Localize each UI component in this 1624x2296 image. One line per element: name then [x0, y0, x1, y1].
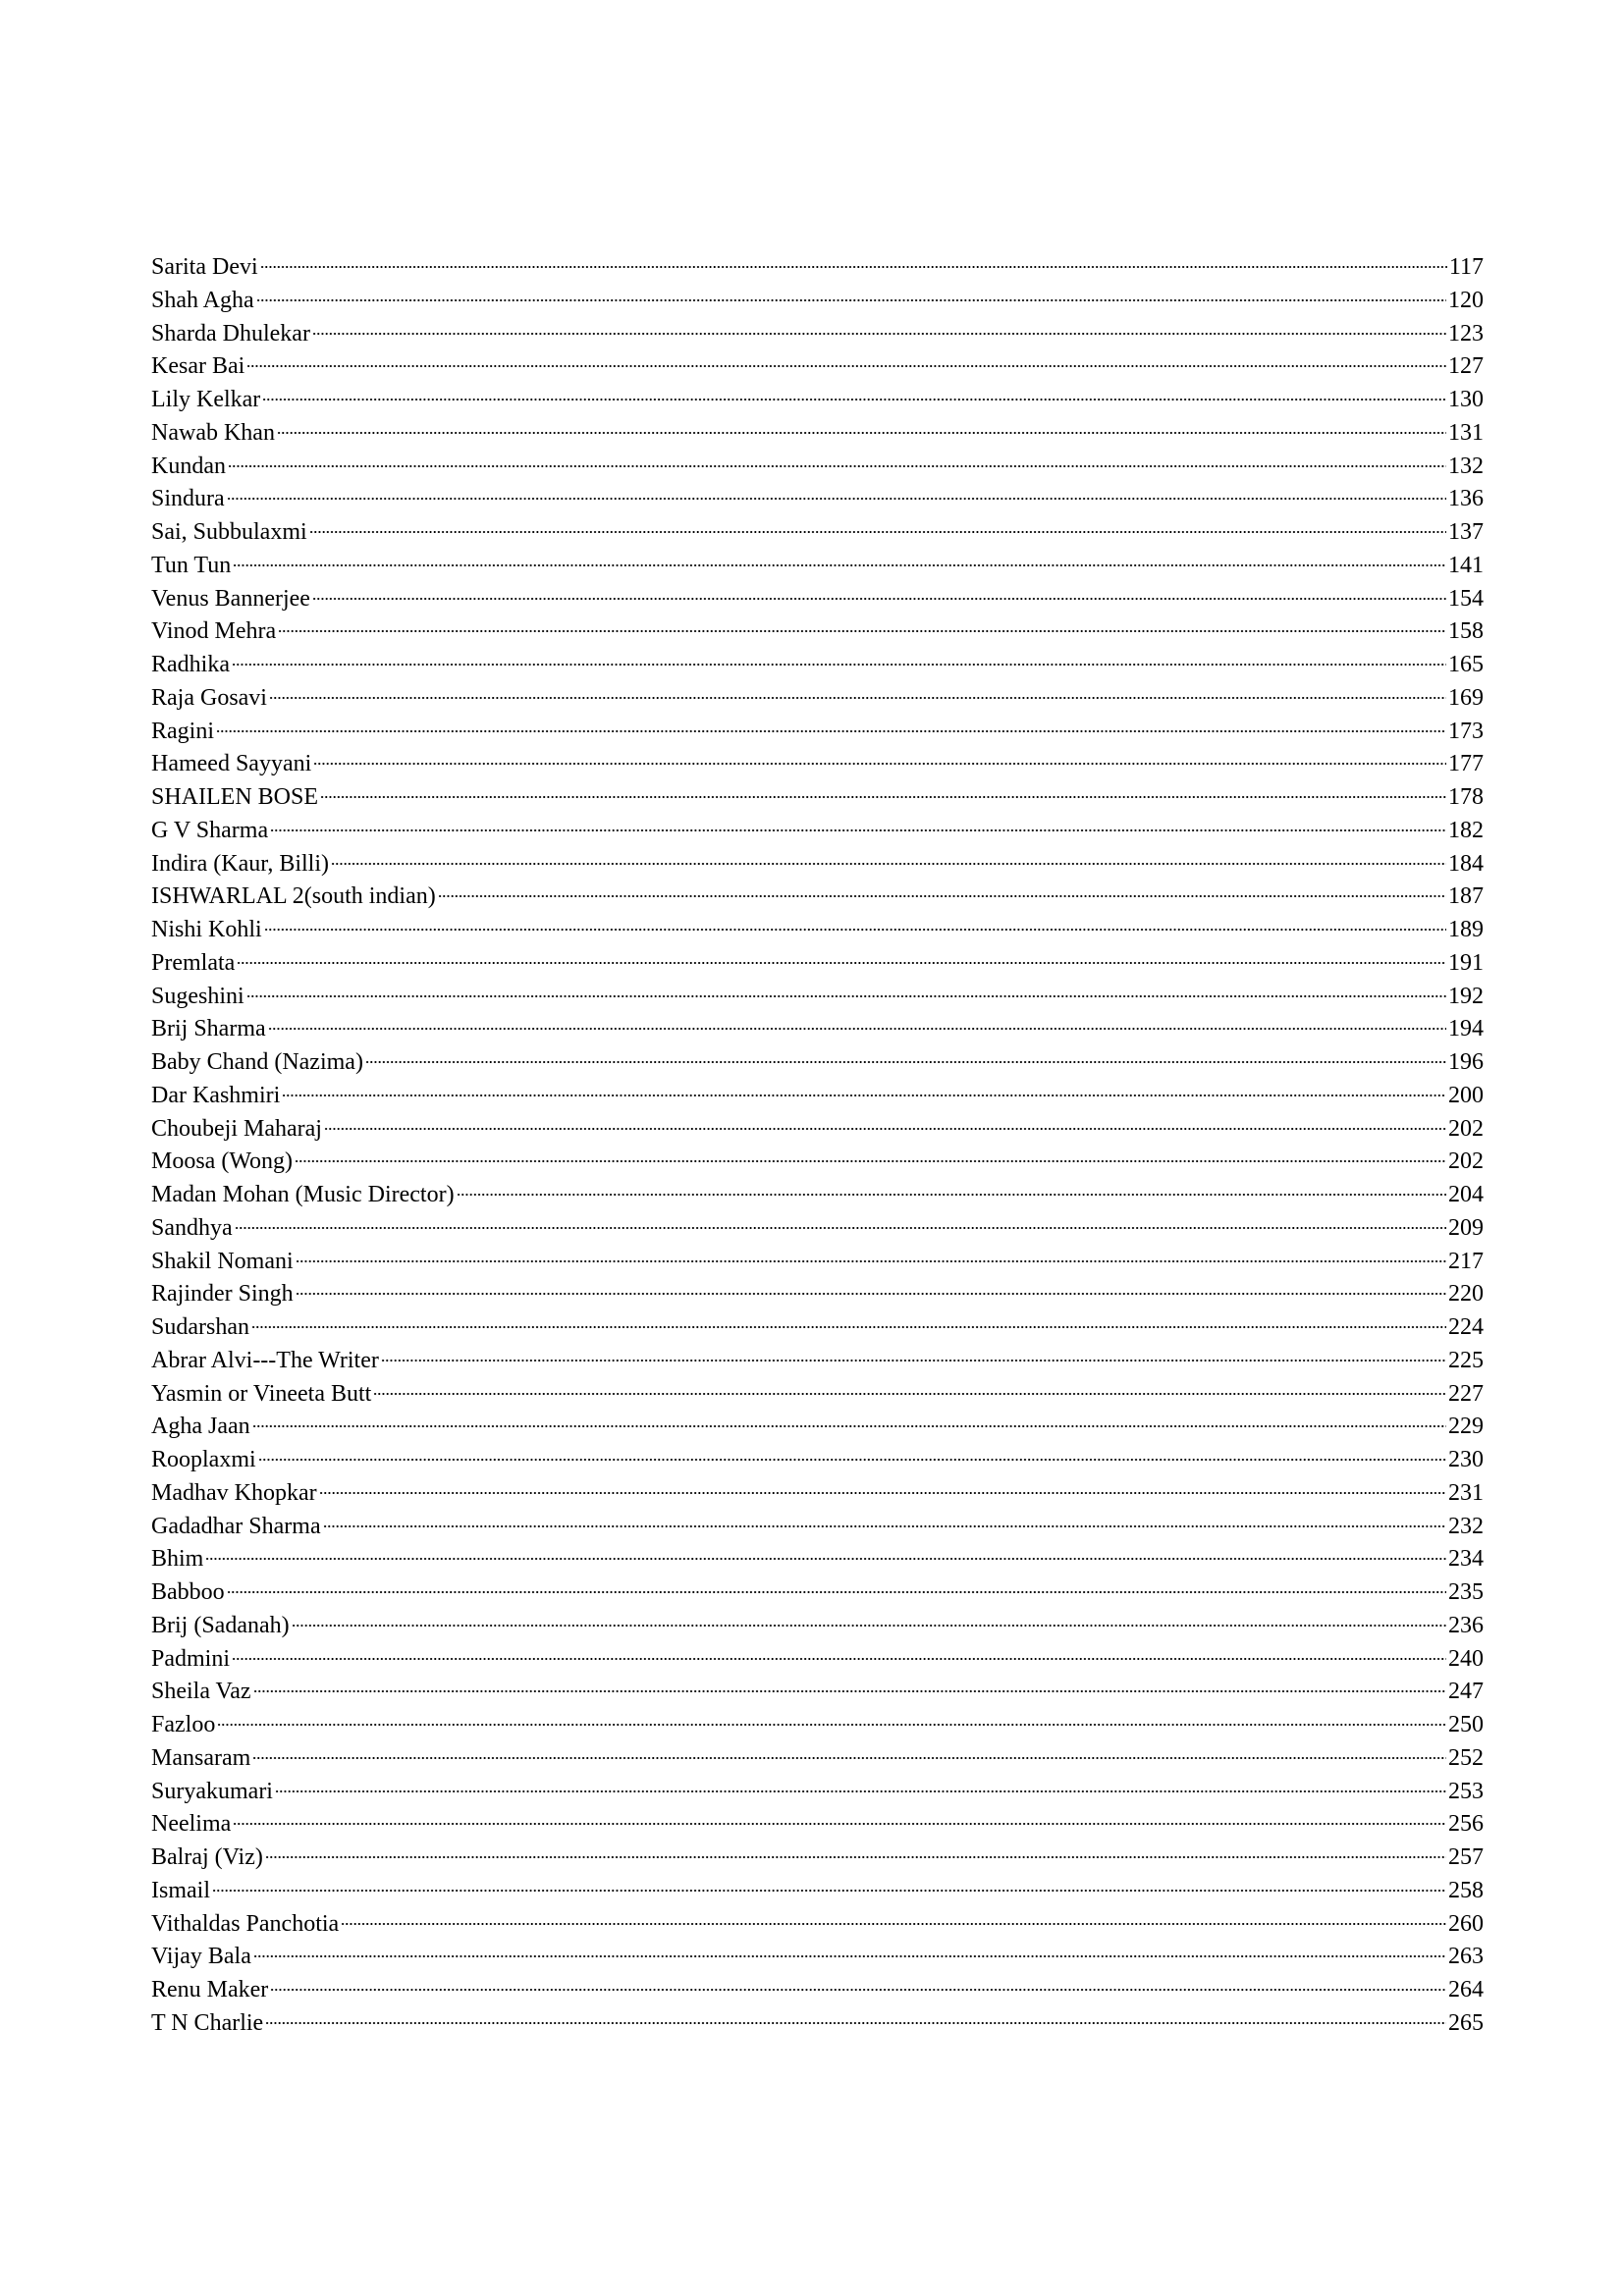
toc-entry[interactable] — [151, 1742, 1484, 1776]
toc-entry[interactable] — [151, 251, 1484, 285]
toc-entry-page-number: 177 — [1448, 751, 1484, 777]
toc-entry-title: Sheila Vaz — [151, 1679, 251, 1705]
toc-entry-page-number: 131 — [1448, 419, 1484, 446]
dot-leader — [313, 762, 1446, 766]
dot-leader — [282, 1094, 1446, 1097]
toc-entry[interactable] — [151, 318, 1484, 351]
toc-entry-title: Sharda Dhulekar — [151, 320, 310, 347]
toc-entry[interactable] — [151, 1146, 1484, 1179]
toc-entry[interactable] — [151, 1013, 1484, 1046]
toc-entry[interactable] — [151, 550, 1484, 583]
toc-entry-title: Sai, Subbulaxmi — [151, 519, 307, 545]
toc-entry-title: Kesar Bai — [151, 353, 245, 380]
toc-entry-title: Suryakumari — [151, 1778, 273, 1804]
toc-entry-page-number: 130 — [1448, 387, 1484, 412]
toc-entry[interactable] — [151, 350, 1484, 384]
dot-leader — [258, 1458, 1446, 1462]
toc-entry[interactable] — [151, 1842, 1484, 1875]
dot-leader — [341, 1922, 1446, 1926]
dot-leader — [233, 563, 1446, 567]
dot-leader — [324, 1127, 1446, 1131]
toc-entry[interactable] — [151, 848, 1484, 881]
toc-entry[interactable] — [151, 1576, 1484, 1610]
toc-entry[interactable] — [151, 583, 1484, 616]
toc-entry-page-number: 127 — [1448, 353, 1484, 380]
dot-leader — [227, 497, 1446, 501]
dot-leader — [228, 464, 1446, 468]
dot-leader — [253, 1689, 1446, 1693]
toc-entry[interactable] — [151, 285, 1484, 318]
toc-entry-title: Ragini — [151, 718, 214, 744]
toc-entry[interactable] — [151, 384, 1484, 417]
toc-entry-title: Ismail — [151, 1877, 210, 1903]
toc-entry[interactable] — [151, 1246, 1484, 1279]
toc-entry[interactable] — [151, 1411, 1484, 1444]
toc-entry-page-number: 253 — [1448, 1778, 1484, 1804]
toc-entry[interactable] — [151, 815, 1484, 848]
toc-entry-title: Choubeji Maharaj — [151, 1115, 322, 1142]
dot-leader — [227, 1590, 1446, 1594]
toc-entry-title: Madhav Khopkar — [151, 1479, 317, 1506]
toc-entry-page-number: 232 — [1448, 1513, 1484, 1539]
toc-entry-title: Sandhya — [151, 1214, 233, 1241]
toc-entry-title: SHAILEN BOSE — [151, 784, 319, 810]
toc-entry-page-number: 189 — [1448, 917, 1484, 942]
dot-leader — [365, 1060, 1446, 1064]
toc-entry-page-number: 235 — [1448, 1579, 1484, 1605]
toc-entry-page-number: 191 — [1448, 949, 1484, 976]
toc-entry-page-number: 229 — [1448, 1414, 1484, 1440]
toc-entry-page-number: 178 — [1448, 784, 1484, 810]
dot-leader — [265, 1855, 1446, 1859]
toc-entry-page-number: 265 — [1448, 2009, 1484, 2036]
toc-entry[interactable] — [151, 483, 1484, 516]
toc-entry[interactable] — [151, 1908, 1484, 1942]
toc-entry-title: G V Sharma — [151, 817, 269, 843]
toc-entry-title: Padmini — [151, 1645, 231, 1672]
toc-entry-page-number: 258 — [1448, 1877, 1484, 1903]
toc-entry[interactable] — [151, 649, 1484, 682]
toc-entry-title: Brij Sharma — [151, 1016, 266, 1042]
dot-leader — [457, 1193, 1446, 1197]
toc-entry[interactable] — [151, 716, 1484, 749]
toc-entry[interactable] — [151, 516, 1484, 550]
toc-entry-title: Vinod Mehra — [151, 618, 277, 645]
toc-entry-title: Rajinder Singh — [151, 1281, 294, 1308]
toc-entry-page-number: 194 — [1448, 1016, 1484, 1042]
toc-entry-page-number: 173 — [1448, 718, 1484, 744]
toc-entry[interactable] — [151, 1610, 1484, 1643]
dot-leader — [216, 729, 1446, 733]
toc-entry-page-number: 256 — [1448, 1811, 1484, 1838]
toc-entry-title: Bhim — [151, 1546, 204, 1573]
toc-entry-title: Rooplaxmi — [151, 1447, 256, 1472]
toc-entry[interactable] — [151, 1113, 1484, 1147]
toc-entry[interactable] — [151, 781, 1484, 815]
toc-entry[interactable] — [151, 1776, 1484, 1809]
toc-entry[interactable] — [151, 615, 1484, 649]
dot-leader — [296, 1259, 1446, 1263]
toc-entry-page-number: 252 — [1448, 1744, 1484, 1771]
toc-entry[interactable] — [151, 1875, 1484, 1908]
toc-entry[interactable] — [151, 417, 1484, 451]
toc-entry-page-number: 234 — [1448, 1546, 1484, 1573]
toc-entry-page-number: 263 — [1448, 1944, 1484, 1970]
toc-entry-title: Sudarshan — [151, 1314, 249, 1340]
dot-leader — [296, 1292, 1446, 1296]
dot-leader — [235, 1226, 1446, 1230]
dot-leader — [323, 1524, 1446, 1528]
toc-entry-title: Shakil Nomani — [151, 1248, 294, 1274]
toc-entry-title: Sugeshini — [151, 983, 244, 1009]
toc-entry-title: Kundan — [151, 453, 226, 479]
dot-leader — [232, 1657, 1446, 1661]
toc-entry[interactable] — [151, 947, 1484, 981]
toc-entry[interactable] — [151, 451, 1484, 484]
toc-entry-page-number: 204 — [1448, 1182, 1484, 1207]
toc-entry-page-number: 264 — [1448, 1977, 1484, 2002]
toc-entry-page-number: 132 — [1448, 453, 1484, 479]
toc-entry-page-number: 196 — [1448, 1049, 1484, 1075]
toc-entry-title: T N Charlie — [151, 2009, 264, 2036]
dot-leader — [252, 1756, 1446, 1760]
toc-entry-title: Hameed Sayyani — [151, 751, 312, 777]
toc-entry-title: Indira (Kaur, Billi) — [151, 850, 329, 877]
toc-entry-title: Balraj (Viz) — [151, 1844, 263, 1870]
toc-entry-title: Tun Tun — [151, 552, 232, 578]
toc-entry-page-number: 224 — [1448, 1314, 1484, 1340]
toc-entry-page-number: 184 — [1448, 850, 1484, 877]
toc-entry[interactable] — [151, 1311, 1484, 1345]
toc-entry[interactable] — [151, 881, 1484, 914]
toc-entry-page-number: 230 — [1448, 1447, 1484, 1472]
dot-leader — [309, 530, 1446, 534]
toc-entry-page-number: 236 — [1448, 1612, 1484, 1638]
dot-leader — [217, 1723, 1446, 1727]
dot-leader — [312, 332, 1446, 336]
toc-entry-page-number: 260 — [1448, 1910, 1484, 1937]
toc-entry[interactable] — [151, 1477, 1484, 1511]
toc-entry-page-number: 231 — [1448, 1479, 1484, 1506]
toc-entry-title: Nawab Khan — [151, 419, 275, 446]
toc-entry[interactable] — [151, 1941, 1484, 1974]
toc-entry[interactable] — [151, 1444, 1484, 1477]
dot-leader — [246, 364, 1446, 368]
dot-leader — [373, 1392, 1446, 1396]
toc-entry-page-number: 192 — [1448, 983, 1484, 1009]
toc-entry-title: ISHWARLAL 2(south indian) — [151, 883, 436, 910]
toc-entry-page-number: 250 — [1448, 1712, 1484, 1737]
toc-entry-title: Dar Kashmiri — [151, 1082, 281, 1108]
toc-entry-page-number: 200 — [1448, 1082, 1484, 1108]
dot-leader — [253, 1954, 1446, 1958]
toc-entry[interactable] — [151, 1179, 1484, 1212]
dot-leader — [331, 862, 1446, 866]
toc-entry-title: Radhika — [151, 652, 230, 677]
toc-entry-title: Nishi Kohli — [151, 917, 262, 942]
toc-entry-page-number: 137 — [1448, 519, 1484, 545]
dot-leader — [205, 1557, 1446, 1561]
dot-leader — [237, 961, 1446, 965]
toc-entry[interactable] — [151, 1808, 1484, 1842]
toc-entry-page-number: 247 — [1448, 1679, 1484, 1705]
toc-entry-page-number: 165 — [1448, 652, 1484, 677]
toc-entry-title: Madan Mohan (Music Director) — [151, 1182, 455, 1207]
toc-entry-page-number: 202 — [1448, 1148, 1484, 1175]
dot-leader — [251, 1325, 1446, 1329]
dot-leader — [264, 928, 1446, 932]
dot-leader — [212, 1889, 1446, 1893]
toc-entry-title: Shah Agha — [151, 287, 254, 313]
toc-entry-page-number: 136 — [1448, 486, 1484, 512]
dot-leader — [292, 1624, 1446, 1628]
toc-entry-page-number: 209 — [1448, 1214, 1484, 1241]
toc-entry-title: Neelima — [151, 1811, 232, 1838]
toc-entry-page-number: 225 — [1448, 1347, 1484, 1373]
toc-entry[interactable] — [151, 1543, 1484, 1576]
toc-entry-page-number: 141 — [1448, 552, 1484, 578]
toc-entry-title: Sindura — [151, 486, 225, 512]
toc-entry[interactable] — [151, 1974, 1484, 2007]
toc-entry[interactable] — [151, 1046, 1484, 1080]
toc-entry-title: Vithaldas Panchotia — [151, 1910, 340, 1937]
toc-entry-title: Moosa (Wong) — [151, 1148, 294, 1175]
dot-leader — [277, 431, 1446, 435]
toc-entry[interactable] — [151, 1278, 1484, 1311]
toc-entry-page-number: 257 — [1448, 1844, 1484, 1870]
toc-entry[interactable] — [151, 1709, 1484, 1742]
dot-leader — [260, 265, 1447, 269]
toc-entry[interactable] — [151, 1676, 1484, 1709]
table-of-contents — [151, 251, 1484, 2041]
dot-leader — [265, 2021, 1446, 2025]
toc-entry-title: Agha Jaan — [151, 1414, 250, 1440]
toc-entry-title: Premlata — [151, 949, 236, 976]
dot-leader — [246, 994, 1446, 998]
toc-entry-page-number: 123 — [1448, 320, 1484, 347]
toc-entry-title: Gadadhar Sharma — [151, 1513, 321, 1539]
dot-leader — [262, 398, 1446, 401]
toc-entry-title: Lily Kelkar — [151, 387, 261, 412]
toc-entry-page-number: 217 — [1448, 1248, 1484, 1274]
dot-leader — [275, 1789, 1446, 1793]
toc-entry-title: Baby Chand (Nazima) — [151, 1049, 363, 1075]
toc-entry[interactable] — [151, 1511, 1484, 1544]
dot-leader — [233, 1822, 1446, 1826]
toc-entry-page-number: 117 — [1448, 254, 1484, 280]
toc-entry-title: Fazloo — [151, 1712, 216, 1737]
dot-leader — [295, 1159, 1446, 1163]
toc-entry[interactable] — [151, 748, 1484, 781]
toc-entry[interactable] — [151, 1378, 1484, 1412]
toc-entry-page-number: 182 — [1448, 817, 1484, 843]
toc-entry[interactable] — [151, 1643, 1484, 1677]
dot-leader — [268, 1027, 1446, 1031]
toc-entry-title: Yasmin or Vineeta Butt — [151, 1380, 372, 1407]
dot-leader — [381, 1359, 1446, 1362]
toc-entry[interactable] — [151, 914, 1484, 947]
toc-entry-page-number: 169 — [1448, 684, 1484, 711]
toc-entry-page-number: 202 — [1448, 1115, 1484, 1142]
toc-entry-page-number: 240 — [1448, 1645, 1484, 1672]
toc-entry-title: Venus Bannerjee — [151, 585, 310, 612]
toc-entry-title: Abrar Alvi---The Writer — [151, 1347, 379, 1373]
dot-leader — [256, 298, 1446, 302]
toc-entry-title: Raja Gosavi — [151, 684, 267, 711]
toc-entry-page-number: 154 — [1448, 585, 1484, 612]
dot-leader — [232, 663, 1446, 667]
toc-entry-page-number: 227 — [1448, 1380, 1484, 1407]
toc-entry[interactable] — [151, 682, 1484, 716]
toc-entry[interactable] — [151, 1345, 1484, 1378]
dot-leader — [438, 894, 1446, 898]
dot-leader — [278, 629, 1446, 633]
toc-entry[interactable] — [151, 981, 1484, 1014]
toc-entry-title: Sarita Devi — [151, 254, 258, 280]
dot-leader — [269, 696, 1446, 700]
toc-entry[interactable] — [151, 2007, 1484, 2041]
toc-entry-title: Vijay Bala — [151, 1944, 251, 1970]
dot-leader — [252, 1424, 1446, 1428]
dot-leader — [319, 1491, 1446, 1495]
toc-entry-page-number: 220 — [1448, 1281, 1484, 1308]
dot-leader — [320, 795, 1446, 799]
toc-entry-page-number: 187 — [1448, 883, 1484, 910]
toc-entry-title: Mansaram — [151, 1744, 251, 1771]
toc-entry[interactable] — [151, 1212, 1484, 1246]
toc-entry-page-number: 158 — [1448, 618, 1484, 645]
dot-leader — [270, 1988, 1446, 1992]
dot-leader — [312, 597, 1446, 601]
dot-leader — [270, 828, 1446, 832]
toc-entry[interactable] — [151, 1080, 1484, 1113]
toc-entry-title: Brij (Sadanah) — [151, 1612, 290, 1638]
toc-entry-title: Renu Maker — [151, 1977, 269, 2002]
toc-entry-page-number: 120 — [1448, 287, 1484, 313]
toc-entry-title: Babboo — [151, 1579, 225, 1605]
